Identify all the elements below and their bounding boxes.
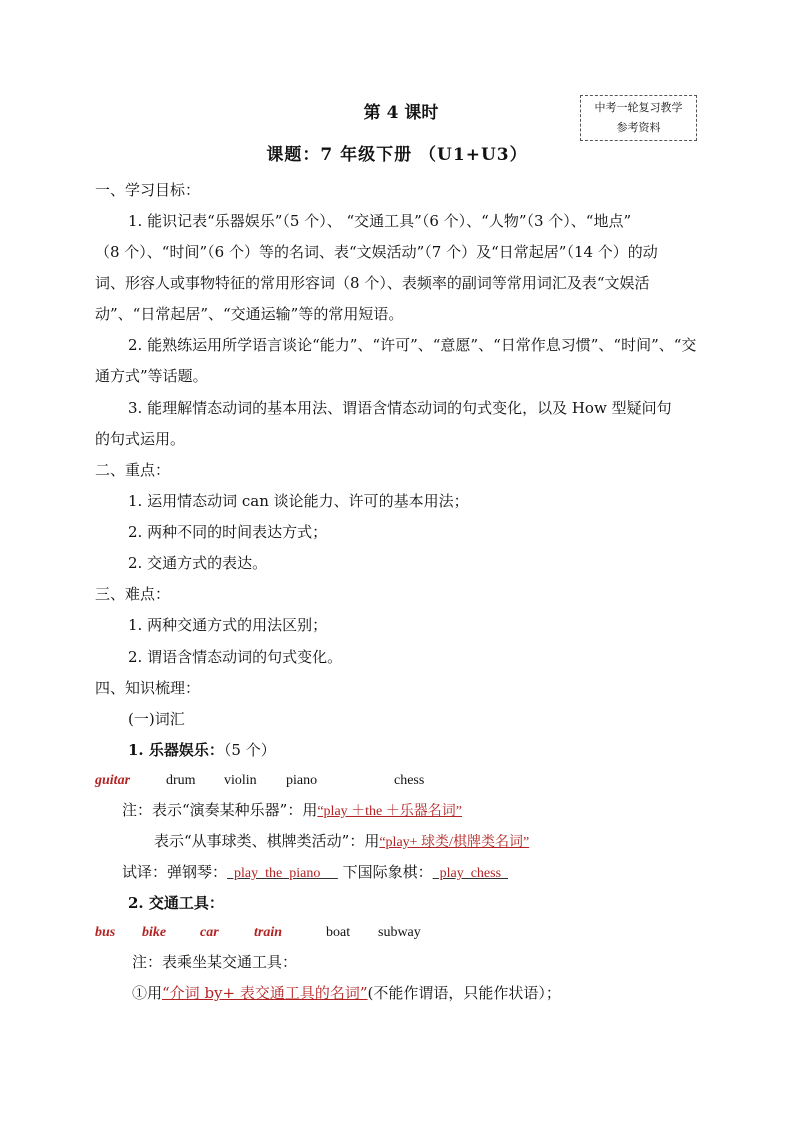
key-point-3: 2. 交通方式的表达。 bbox=[128, 554, 268, 572]
traffic-note: 注：表乘坐某交通工具： bbox=[132, 953, 298, 971]
knowledge-heading: 四、知识梳理： bbox=[95, 679, 201, 697]
traffic-rule-suffix: (不能作谓语，只能作状语）； bbox=[367, 984, 561, 1002]
music-heading: 1. 乐器娱乐： bbox=[128, 741, 224, 759]
word-chess: chess bbox=[394, 773, 425, 788]
goal3-line2: 的句式运用。 bbox=[95, 430, 186, 448]
difficulty-2: 2. 谓语含情态动词的句式变化。 bbox=[128, 648, 343, 666]
traffic-rule-line bbox=[132, 983, 561, 1003]
traffic-heading: 2. 交通工具： bbox=[128, 894, 224, 912]
traffic-rule-prefix: ①用 bbox=[132, 984, 163, 1002]
music-word-row bbox=[0, 771, 794, 791]
note-sports bbox=[154, 831, 529, 853]
traffic-word-row bbox=[0, 923, 794, 943]
word-subway: subway bbox=[378, 925, 421, 940]
word-drum: drum bbox=[166, 773, 196, 788]
traffic-rule: “介词 by+ 表交通工具的名词” bbox=[162, 984, 368, 1002]
goal1-line2: （8 个）、“时间”（6 个）等的名词、表“文娱活动”（7 个）及“日常起居”（14 个）的动 bbox=[95, 243, 658, 261]
word-car: car bbox=[200, 925, 219, 940]
note-instrument bbox=[122, 800, 462, 822]
goals-heading: 一、学习目标： bbox=[95, 181, 201, 199]
goal3-line1: 3. 能理解情态动词的基本用法、谓语含情态动词的句式变化，以及 How 型疑问句 bbox=[128, 399, 672, 417]
goal1-line1: 1. 能识记表“乐器娱乐”（5 个）、 “交通工具”（6 个）、“人物”（3 个）、“地点” bbox=[128, 212, 632, 230]
goal1-line3: 词、形容人或事物特征的常用形容词（8 个）、表频率的副词等常用词汇及表“文娱活 bbox=[95, 274, 650, 292]
stamp-line-1: 中考一轮复习教学 bbox=[594, 101, 683, 114]
note1-rule: “play ＋the ＋乐器名词” bbox=[317, 804, 462, 819]
trans-chess-answer: play chess bbox=[432, 866, 509, 881]
goal1-line4: 动”、“日常起居”、“交通运输”等的常用短语。 bbox=[95, 305, 404, 323]
note2-prefix: 表示“从事球类、棋牌类活动”：用 bbox=[154, 832, 380, 850]
translation-line bbox=[122, 862, 508, 884]
music-heading-line bbox=[128, 740, 276, 760]
note2-rule: “play+ 球类/棋牌类名词” bbox=[379, 835, 530, 850]
difficulty-1: 1. 两种交通方式的用法区别； bbox=[128, 616, 328, 634]
goal2-line2: 通方式”等话题。 bbox=[95, 367, 208, 385]
word-guitar: guitar bbox=[95, 773, 131, 788]
topic-title: 课题：7 年级下册 （U1+U3） bbox=[266, 145, 528, 165]
key-point-1: 1. 运用情态动词 can 谈论能力、许可的基本用法； bbox=[128, 492, 469, 510]
trans-prefix: 试译：弹钢琴： bbox=[122, 863, 228, 881]
key-point-2: 2. 两种不同的时间表达方式； bbox=[128, 523, 328, 541]
word-boat: boat bbox=[326, 925, 351, 940]
word-piano: piano bbox=[286, 773, 318, 788]
goal2-line1: 2. 能熟练运用所学语言谈论“能力”、“许可”、“意愿”、“日常作息习惯”、“时间”、“交 bbox=[128, 336, 697, 354]
stamp-line-2: 参考资料 bbox=[616, 121, 661, 134]
lesson-title: 第 4 课时 bbox=[363, 103, 439, 123]
note1-prefix: 注：表示“演奏某种乐器”：用 bbox=[122, 801, 318, 819]
word-violin: violin bbox=[224, 773, 257, 788]
difficulty-heading: 三、难点： bbox=[95, 585, 171, 603]
word-bus: bus bbox=[95, 925, 116, 940]
trans-piano-answer: play the piano bbox=[227, 866, 338, 881]
key-heading: 二、重点： bbox=[95, 461, 171, 479]
word-bike: bike bbox=[142, 925, 167, 940]
trans-mid: 下国际象棋： bbox=[337, 863, 433, 881]
music-count: （5 个） bbox=[223, 741, 276, 759]
word-train: train bbox=[254, 925, 283, 940]
vocabulary-heading: (一)词汇 bbox=[128, 710, 185, 728]
